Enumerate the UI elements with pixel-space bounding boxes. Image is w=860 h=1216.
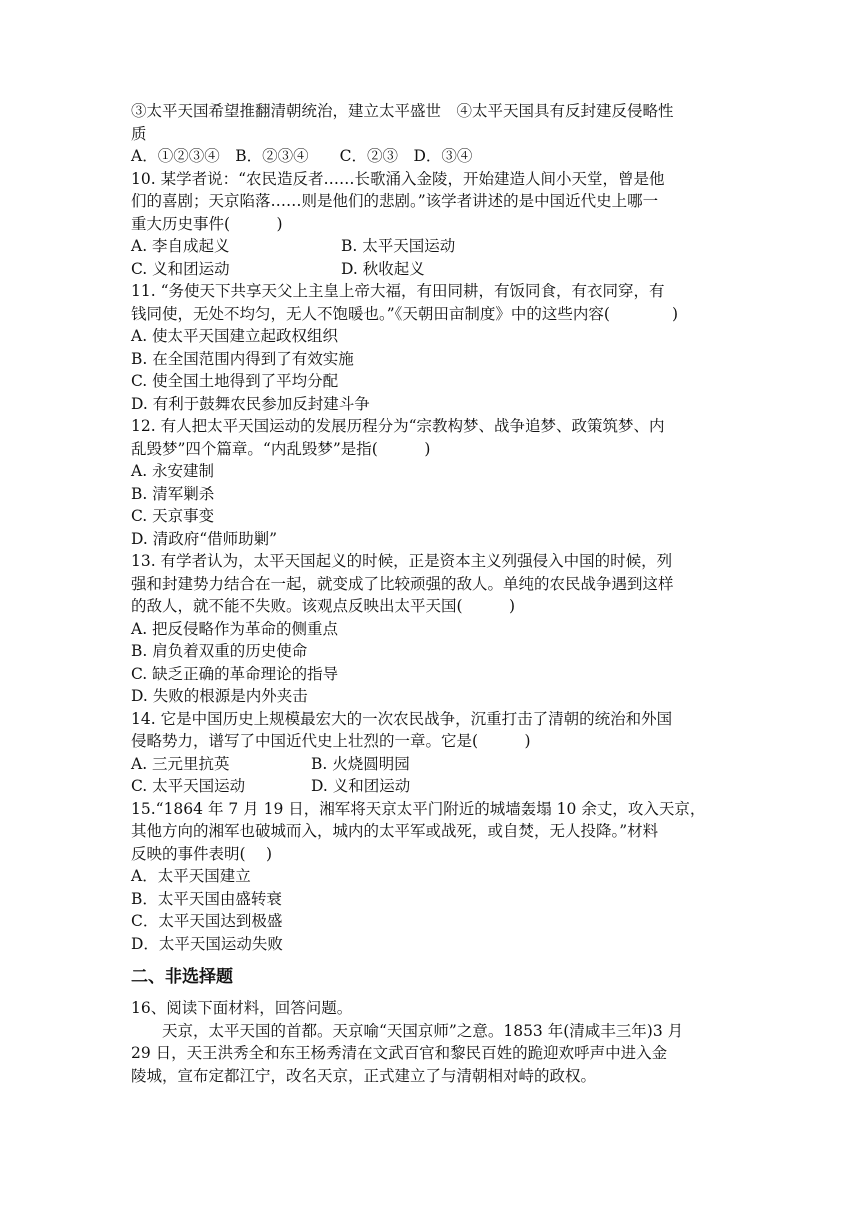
option-row (131, 753, 731, 776)
question-13 (131, 550, 731, 708)
option-row (131, 235, 731, 258)
option-b: B．太平天国由盛转衰 (131, 889, 282, 908)
question-stem-line: 反映的事件表明( ) (131, 844, 273, 863)
question-stem-line: 13. 有学者认为，太平天国起义的时候，正是资本主义列强侵入中国的时候，列 (131, 552, 673, 570)
option-d: D．太平天国运动失败 (131, 934, 283, 953)
question-stem-line: 的敌人，就不能不失败。该观点反映出太平天国( ) (131, 597, 516, 615)
option-d: D. 清政府“借师助剿” (131, 529, 278, 548)
q9-statement-line: 质 (131, 124, 147, 143)
question-stem-line: 10. 某学者说：“农民造反者……长歌涌入金陵，开始建造人间小天堂，曾是他 (131, 169, 665, 188)
option-d: D. 失败的根源是内外夹击 (131, 687, 308, 705)
material-paragraph-line: 陵城，宣布定都江宁，改名天京，正式建立了与清朝相对峙的政权。 (131, 1066, 597, 1085)
question-stem-line: 11. “务使天下共享天父上主皇上帝大福，有田同耕，有饭同食，有衣同穿，有 (131, 282, 665, 300)
option-a: A. 三元里抗英 (131, 754, 230, 773)
material-paragraph-line: 29 日，天王洪秀全和东王杨秀清在文武百官和黎民百姓的跪迎欢呼声中进入金 (131, 1044, 668, 1062)
option-a: A. 李自成起义 (131, 237, 230, 255)
option-b: B. 太平天国运动 (341, 237, 456, 255)
q9-options: A．①②③④ B．②③④ C．②③ D．③④ (131, 147, 473, 165)
option-c: C．太平天国达到极盛 (131, 912, 283, 930)
option-c: C. 天京事变 (131, 507, 215, 525)
option-row (131, 258, 731, 281)
option-c: C. 义和团运动 (131, 259, 230, 278)
option-b: B. 清军剿杀 (131, 484, 215, 503)
question-stem-line: 乱毁梦”四个篇章。“内乱毁梦”是指( ) (131, 439, 431, 458)
question-15 (131, 798, 731, 956)
option-b: B. 在全国范围内得到了有效实施 (131, 349, 354, 368)
document-page (131, 100, 731, 1087)
question-stem-line: 14. 它是中国历史上规模最宏大的一次农民战争，沉重打击了清朝的统治和外国 (131, 709, 673, 728)
option-b: B. 火烧圆明园 (311, 754, 410, 773)
option-d: D. 义和团运动 (311, 777, 411, 795)
question-16 (131, 997, 731, 1087)
option-b: B. 肩负着双重的历史使命 (131, 642, 308, 660)
material-paragraph-line: 天京，太平天国的首都。天京喻“天国京师”之意。1853 年(清咸丰三年)3 月 (162, 1021, 684, 1040)
option-a: A. 把反侵略作为革命的侧重点 (131, 619, 339, 638)
question-stem-line: 其他方向的湘军也破城而入，城内的太平军或战死，或自焚，无人投降。”材料 (131, 822, 659, 840)
option-a: A. 使太平天国建立起政权组织 (131, 327, 339, 345)
option-c: C. 缺乏正确的革命理论的指导 (131, 664, 339, 683)
question-stem-line: 16、阅读下面材料，回答问题。 (131, 999, 353, 1017)
question-stem-line: 强和封建势力结合在一起，就变成了比较顽强的敌人。单纯的农民战争遇到这样 (131, 574, 674, 593)
option-row (131, 775, 731, 798)
question-stem-line: 重大历史事件( ) (131, 214, 283, 233)
option-a: A. 永安建制 (131, 462, 215, 480)
q9-statement-line: ③太平天国希望推翻清朝统治，建立太平盛世 ④太平天国具有反封建反侵略性 (131, 102, 674, 120)
option-a: A．太平天国建立 (131, 867, 251, 885)
question-10 (131, 168, 731, 281)
question-14 (131, 708, 731, 798)
option-c: C. 太平天国运动 (131, 777, 246, 795)
option-d: D. 有利于鼓舞农民参加反封建斗争 (131, 394, 370, 413)
section-heading: 二、非选择题 (131, 967, 233, 987)
question-12 (131, 415, 731, 550)
option-d: D. 秋收起义 (341, 259, 425, 278)
question-11 (131, 280, 731, 415)
question-stem-line: 侵略势力，谱写了中国近代史上壮烈的一章。它是( ) (131, 732, 531, 750)
question-stem-line: 12. 有人把太平天国运动的发展历程分为“宗教构梦、战争追梦、政策筑梦、内 (131, 417, 665, 435)
question-stem-line: 15.“1864 年 7 月 19 日，湘军将天京太平门附近的城墙轰塌 10 余丈，攻入天京， (131, 799, 706, 818)
option-c: C. 使全国土地得到了平均分配 (131, 372, 339, 390)
question-stem-line: 钱同使，无处不均匀，无人不饱暖也。”《天朝田亩制度》中的这些内容( ) (131, 304, 679, 323)
question-stem-line: 们的喜剧；天京陷落……则是他们的悲剧。”该学者讲述的是中国近代史上哪一 (131, 192, 659, 210)
